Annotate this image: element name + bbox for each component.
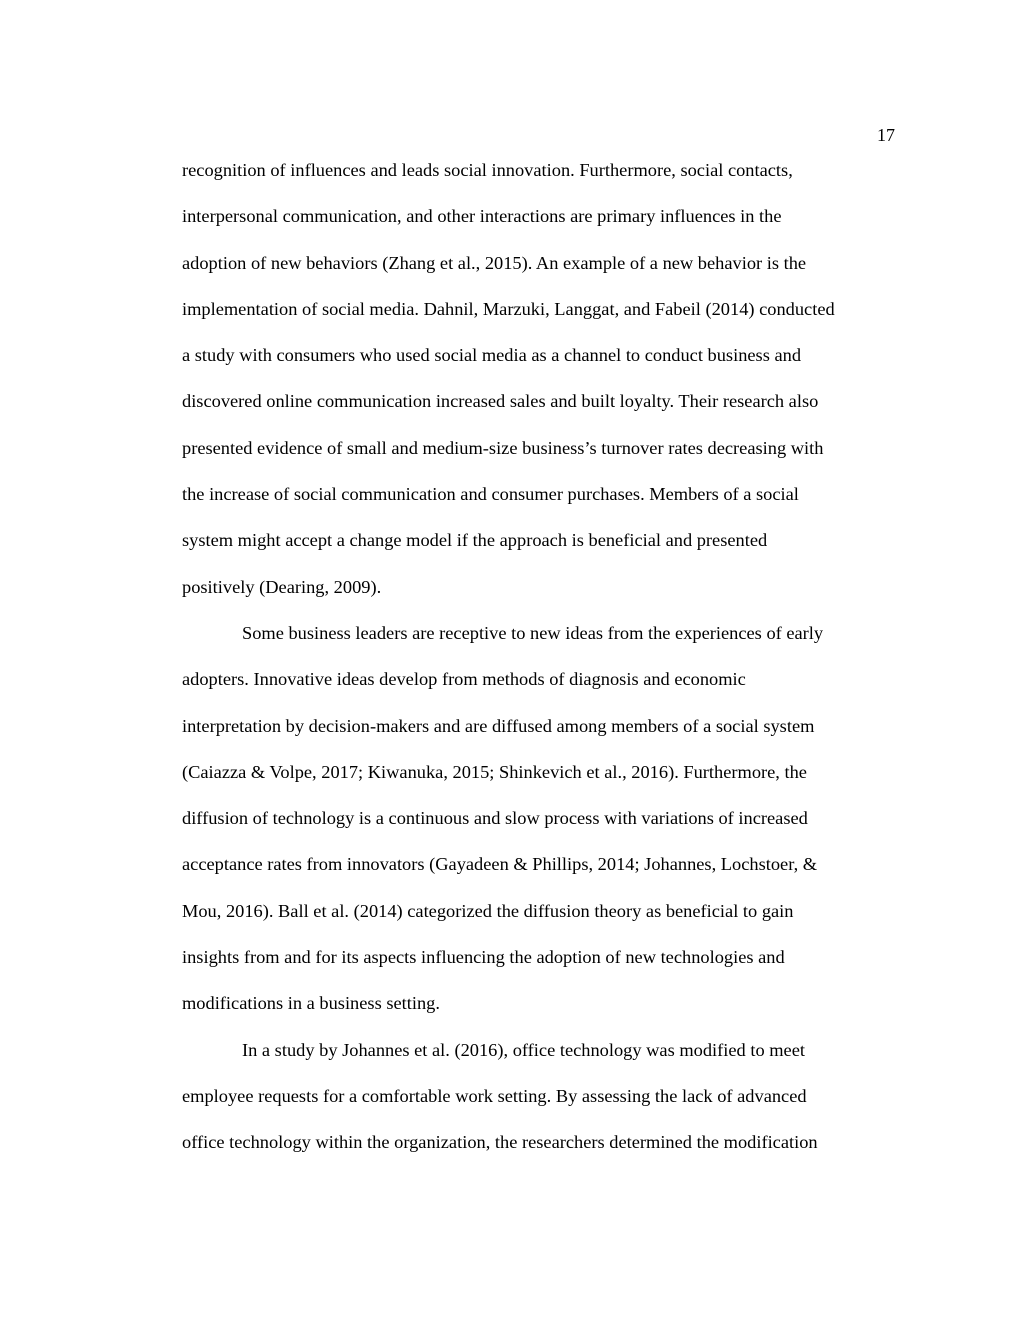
text-line: the increase of social communication and consumer purchases. Members of a social	[182, 484, 799, 505]
paragraph-first-line: In a study by Johannes et al. (2016), office technology was modified to meet	[242, 1039, 805, 1060]
text-line: positively (Dearing, 2009).	[182, 576, 382, 597]
body-text	[182, 157, 902, 1176]
text-line: Mou, 2016). Ball et al. (2014) categorized the diffusion theory as beneficial to gain	[182, 900, 794, 921]
text-line: employee requests for a comfortable work setting. By assessing the lack of advanced	[182, 1085, 807, 1106]
text-line: adopters. Innovative ideas develop from methods of diagnosis and economic	[182, 669, 746, 690]
page-number: 17	[877, 125, 895, 145]
text-line: adoption of new behaviors (Zhang et al., 2015). An example of a new behavior is the	[182, 252, 807, 273]
text-line: (Caiazza & Volpe, 2017; Kiwanuka, 2015; Shinkevich et al., 2016). Furthermore, the	[182, 761, 807, 782]
text-line: modifications in a business setting.	[182, 993, 440, 1014]
text-line: insights from and for its aspects influencing the adoption of new technologies and	[182, 947, 785, 968]
text-line: presented evidence of small and medium-size business’s turnover rates decreasing with	[182, 437, 824, 458]
text-line: discovered online communication increased sales and built loyalty. Their research also	[182, 391, 819, 412]
text-line: recognition of influences and leads social innovation. Furthermore, social contacts,	[182, 160, 793, 180]
text-line: diffusion of technology is a continuous and slow process with variations of increased	[182, 808, 808, 829]
text-line: interpersonal communication, and other interactions are primary influences in the	[182, 206, 782, 227]
text-line: a study with consumers who used social media as a channel to conduct business and	[182, 345, 802, 366]
text-line: office technology within the organization, the researchers determined the modification	[182, 1132, 818, 1153]
paragraph-first-line: Some business leaders are receptive to new ideas from the experiences of early	[242, 622, 824, 643]
text-line: interpretation by decision-makers and are diffused among members of a social system	[182, 715, 815, 736]
text-line: acceptance rates from innovators (Gayadeen & Phillips, 2014; Johannes, Lochstoer, &	[182, 854, 818, 875]
text-line: system might accept a change model if the approach is beneficial and presented	[182, 530, 768, 551]
text-line: implementation of social media. Dahnil, Marzuki, Langgat, and Fabeil (2014) conducted	[182, 298, 835, 319]
